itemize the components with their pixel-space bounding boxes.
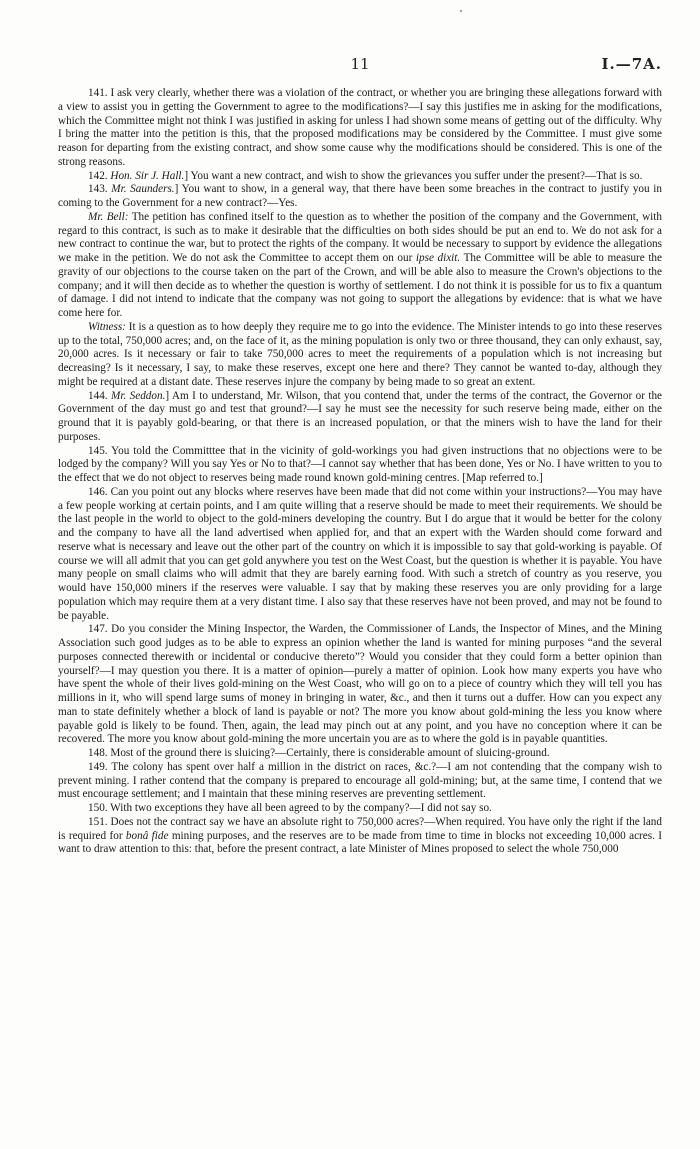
page-header	[58, 55, 662, 79]
text-run: It is a question as to how deeply they require me to go into the evidence. The Minister intends to go into these reserves up to the total, 750,000 acres; and, on the face of it, as the mining population is only two or three thousand, they can only exhaust, say, 20,000 acres. Is it necessary or fair to take 750,000 acres to meet the requirements of a population which is not increasing but decreasing? Is it necessary, I say, to make these reserves, except one here and there? They cannot be wanted to-day, although they might be required at a distant date. These reserves injure the company by being made to so great an extent.	[58, 320, 662, 388]
paragraph	[58, 816, 662, 857]
paragraph	[58, 623, 662, 747]
italic-text: Mr. Bell:	[88, 210, 129, 223]
scan-speck	[460, 10, 462, 12]
paragraph	[58, 183, 662, 211]
text-run: 143.	[88, 183, 112, 196]
italic-text: ipse dixit.	[415, 252, 461, 264]
paragraph	[58, 211, 662, 321]
paragraph	[58, 390, 662, 445]
text-run: 147. Do you consider the Mining Inspector, the Warden, the Commissioner of Lands, the Inspector of Mines, and the Mining Association such good judges as to be able to express an opinion whether the land is wanted for mining purposes “and the several purposes connected therewith or incidental or conducive thereto”? Would you consider that they could form a better opinion than yourself?—I may question you there. It is a matter of opinion—purely a matter of opinion. Look how many experts you have who have spent the whole of their lives gold-mining on the West Coast, who will go on to a piece of country which they will tell you has millions in it, who will spend large sums of money in bringing in water, &c., and then it turns out a duffer. How can you expect any man to state definitely whether a block of land is payable or not? The more you know about gold-mining the less you know where payable gold is likely to be found. Then, again, the lead may pinch out at any point, and you have no conception where it can be recovered. The more you know about gold-mining the more uncertain you are as to where the gold is in payable quantities.	[58, 623, 662, 746]
text-run: 145. You told the Committtee that in the vicinity of gold-workings you had given instructions that no objections were to be lodged by the company? Will you say Yes or No to that?—I cannot say whether that has been done, Yes or No. I have written to you to the effect that we do not object to reserves being made round known gold-mining centres. [Map referred to.]	[58, 444, 662, 484]
text-run: The petition has confined itself to the question as to whether the position of the company and the Government, with regard to this contract, is such as to make it desirable that the difficulties on both sides should be put an end to. We do not ask for a new contract to continue the war, but to protect the rights of the company. It would be necessary to support by evidence the allegations we make in the petition. We do not ask the Committee to accept them on our	[58, 210, 662, 264]
text-run: 150. With two exceptions they have all been agreed to by the company?—I did not say so.	[88, 802, 492, 814]
text-run: 148. Most of the ground there is sluicing?—Certainly, there is considerable amount of sluicing-ground.	[88, 747, 550, 759]
document-reference: I.—7A.	[601, 55, 662, 73]
text-run: 141. I ask very clearly, whether there was a violation of the contract, or whether you are bringing these allegations forward with a view to assist you in getting the Government to agree to the modifications?—I say this justifies me in asking for the modifications, which the Committee might not think I was justified in asking for unless I had shown some means of getting out of the difficulty. Why I bring the matter into the petition is this, that the proposed modifications may be considered by the Committee. I must give some reason for departing from the existing contract, and show some cause why the modifications should be considered. This is one of the strong reasons.	[58, 87, 662, 168]
italic-text: bonâ fide	[125, 829, 169, 842]
page-number: 11	[350, 55, 370, 73]
text-run: 142.	[88, 169, 111, 182]
text-run: 149. The colony has spent over half a million in the district on races, &c.?—I am not contending that the company wish to prevent mining. I rather contend that the company is prepared to encourage all gold-mining; but, at the same time, I contend that we must encourage settlement; and I maintain that these mining reserves are preventing settlement.	[58, 760, 662, 801]
paragraph	[58, 486, 662, 624]
paragraph	[58, 761, 662, 802]
text-run: The Committee will be able to measure the gravity of our objections to the course taken on the part of the Crown, and will be able also to measure the Crown's objections to the company; and it will then decide as to whether the question is worthy of settlement. I do not think it is possible for us to fix a quantum of damage. I did not intend to indicate that the company was not going to support the allegations by evidence: that is what we have come here for.	[58, 252, 662, 319]
italic-text: Mr. Saunders.	[111, 183, 175, 196]
document-body	[58, 87, 662, 857]
text-run: ] You want to show, in a general way, that there have been some breaches in the contract to justify you in coming to the Government for a new contract?—Yes.	[58, 183, 662, 209]
text-run: 151. Does not the contract say we have an absolute right to 750,000 acres?—When required. You have only the right if the land is required for	[58, 815, 662, 842]
italic-text: Witness:	[88, 320, 126, 333]
paragraph	[58, 445, 662, 486]
italic-text: Hon. Sir J. Hall.	[110, 169, 185, 182]
paragraph	[58, 170, 662, 184]
paragraph	[58, 802, 662, 816]
text-run: ] Am I to understand, Mr. Wilson, that you contend that, under the terms of the contract, the Governor or the Government of the day must go and test that ground?—I say he must see the necessity for such reserve being made, either on the ground that it is payably gold-bearing, or that there is an increased population, or that the miners wish to have the land for their purposes.	[58, 389, 663, 443]
italic-text: Mr. Seddon.	[111, 389, 166, 402]
paragraph	[58, 87, 662, 170]
text-run: mining purposes, and the reserves are to be made from time to time in blocks not exceeding 10,000 acres. I want to draw attention to this: that, before the present contract, a late Minister of Mines proposed to select the whole 750,000	[58, 829, 663, 856]
text-run: 144.	[88, 389, 111, 402]
paragraph	[58, 747, 662, 761]
paragraph	[58, 321, 662, 390]
text-run: ] You want a new contract, and wish to show the grievances you suffer under the present?—That is so.	[184, 169, 643, 182]
text-run: 146. Can you point out any blocks where reserves have been made that did not come within your instructions?—You may have a few people working at certain points, and I am quite willing that a reserve should be made to meet their requirements. We should be the last people in the world to object to the gold-miners developing the country. But I do argue that it would be better for the colony and the company to have all the land advertised when applied for, and that an expert with the Warden should come forward and reserve what is necessary and leave out the other part of the country on which it is impossible to say that gold-working is payable. Of course we will all admit that you can get gold anywhere you test on the West Coast, but the question is whether it is payable. You have many people on small claims who will admit that they are barely earning food. With such a stretch of country as you reserve, you would have 150,000 miners if the reserves were valuable. I say that by making these reserves you are only providing for a large population which may require them at a very distant time. I also say that these reserves have not been proved, and may not be found to be payable.	[58, 485, 662, 622]
